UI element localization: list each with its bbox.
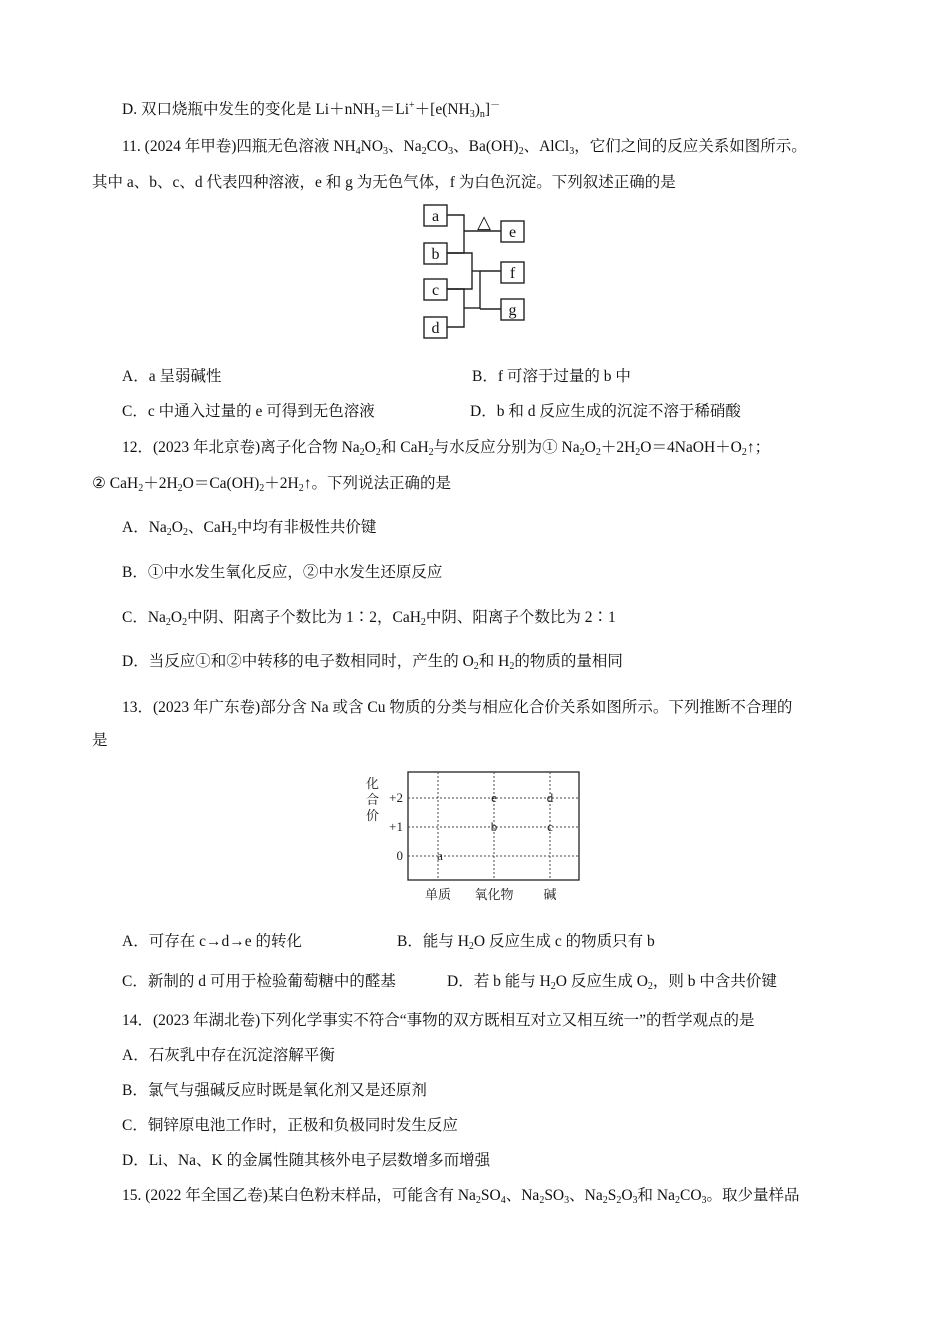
point-c: c [547, 819, 553, 834]
q11-option-a: A．a 呈弱碱性 [122, 368, 222, 385]
q13-stem-line1: 13．(2023 年广东卷)部分含 Na 或含 Cu 物质的分类与相应化合价关系如图所示。下列推断不合理的 [122, 699, 793, 716]
ylabel-char-0: 化 [366, 776, 380, 791]
ytick-label-2: 0 [396, 848, 403, 863]
q14-stem: 14．(2023 年湖北卷)下列化学事实不符合“事物的双方既相互对立又相互统一”的哲学观点的是 [122, 1012, 755, 1029]
box-b-label: b [431, 246, 440, 263]
xtick-label-2: 碱 [543, 887, 557, 902]
q15-stem-line1: 15. (2022 年全国乙卷)某白色粉末样品，可能含有 $Na_2SO_4$、$Na_2SO_3$、$Na_2S_2O_3$和 $Na_2CO_3$。取少量样品 [122, 1187, 800, 1206]
point-d: d [546, 790, 554, 805]
q13-option-b: B．能与 $H_2O$ 反应生成 c 的物质只有 b [397, 933, 655, 952]
xtick-label-0: 单质 [424, 887, 452, 902]
point-a: a [437, 848, 443, 863]
box-a-label: a [431, 208, 440, 225]
heat-symbol: △ [477, 212, 491, 232]
q14-option-d: D．Li、Na、K 的金属性随其核外电子层数增多而增强 [122, 1152, 491, 1169]
ytick-label-1: +1 [389, 819, 403, 834]
box-d-label: d [431, 320, 440, 337]
ylabel-char-1: 合 [366, 792, 380, 807]
q11-option-b: B．f 可溶于过量的 b 中 [472, 368, 631, 385]
box-f-label: f [509, 265, 516, 282]
q12-option-a: A．$Na_2O_2$、CaH$_2$中均有非极性共价键 [122, 519, 377, 538]
q12-option-d: D．当反应①和②中转移的电子数相同时，产生的 $O_2$和 $H_2$的物质的量相同 [122, 653, 623, 672]
point-b: b [490, 819, 498, 834]
q14-option-c: C．铜锌原电池工作时，正极和负极同时发生反应 [122, 1117, 458, 1134]
q13-stem-line2: 是 [92, 732, 108, 749]
box-e-label: e [508, 224, 517, 241]
q11-stem-line1: 11. (2024 年甲卷)四瓶无色溶液 $NH_4NO_3$、$Na_2CO_3$、$Ba(OH)_2$、AlCl$_3$，它们之间的反应关系如图所示。 [122, 138, 807, 157]
point-e: e [491, 790, 497, 805]
q13-option-a: A．可存在 c→d→e 的转化 [122, 933, 302, 950]
q12-option-c: C．$Na_2O_2$中阴、阳离子个数比为 1∶2，CaH$_2$中阴、阳离子个数比为 2∶1 [122, 609, 616, 628]
q13-option-c: C．新制的 d 可用于检验葡萄糖中的醛基 [122, 973, 396, 990]
q13-option-d: D．若 b 能与 $H_2O$ 反应生成 $O_2$，则 b 中含共价键 [447, 973, 777, 992]
ytick-label-0: +2 [389, 790, 403, 805]
q11-reaction-diagram [418, 203, 530, 341]
q12-stem-line2: ② $CaH_2+2H_2O=Ca(OH)_2+2H_2↑$。下列说法正确的是 [92, 475, 451, 494]
xtick-label-1: 氧化物 [474, 887, 514, 902]
q14-option-b: B．氯气与强碱反应时既是氧化剂又是还原剂 [122, 1082, 427, 1099]
box-c-label: c [431, 282, 440, 299]
q11-option-c: C．c 中通入过量的 e 可得到无色溶液 [122, 403, 375, 420]
q11-option-d: D．b 和 d 反应生成的沉淀不溶于稀硝酸 [470, 403, 741, 420]
q12-option-b: B．①中水发生氧化反应，②中水发生还原反应 [122, 564, 443, 581]
q10-option-d: D. 双口烧瓶中发生的变化是 $Li+nNH_3=Li^++[e(NH_3)_n]^-$ [122, 100, 501, 120]
q13-valence-chart [358, 768, 588, 908]
q12-stem-line1: 12．(2023 年北京卷)离子化合物 $Na_2O_2$和 CaH$_2$与水反应分别为① $Na_2O_2+2H_2O=4NaOH+O_2↑$； [122, 439, 771, 458]
box-g-label: g [508, 302, 517, 319]
q11-stem-line2: 其中 a、b、c、d 代表四种溶液，e 和 g 为无色气体，f 为白色沉淀。下列叙述正确的是 [92, 174, 676, 191]
q14-option-a: A．石灰乳中存在沉淀溶解平衡 [122, 1047, 335, 1064]
ylabel-char-2: 价 [366, 808, 380, 823]
